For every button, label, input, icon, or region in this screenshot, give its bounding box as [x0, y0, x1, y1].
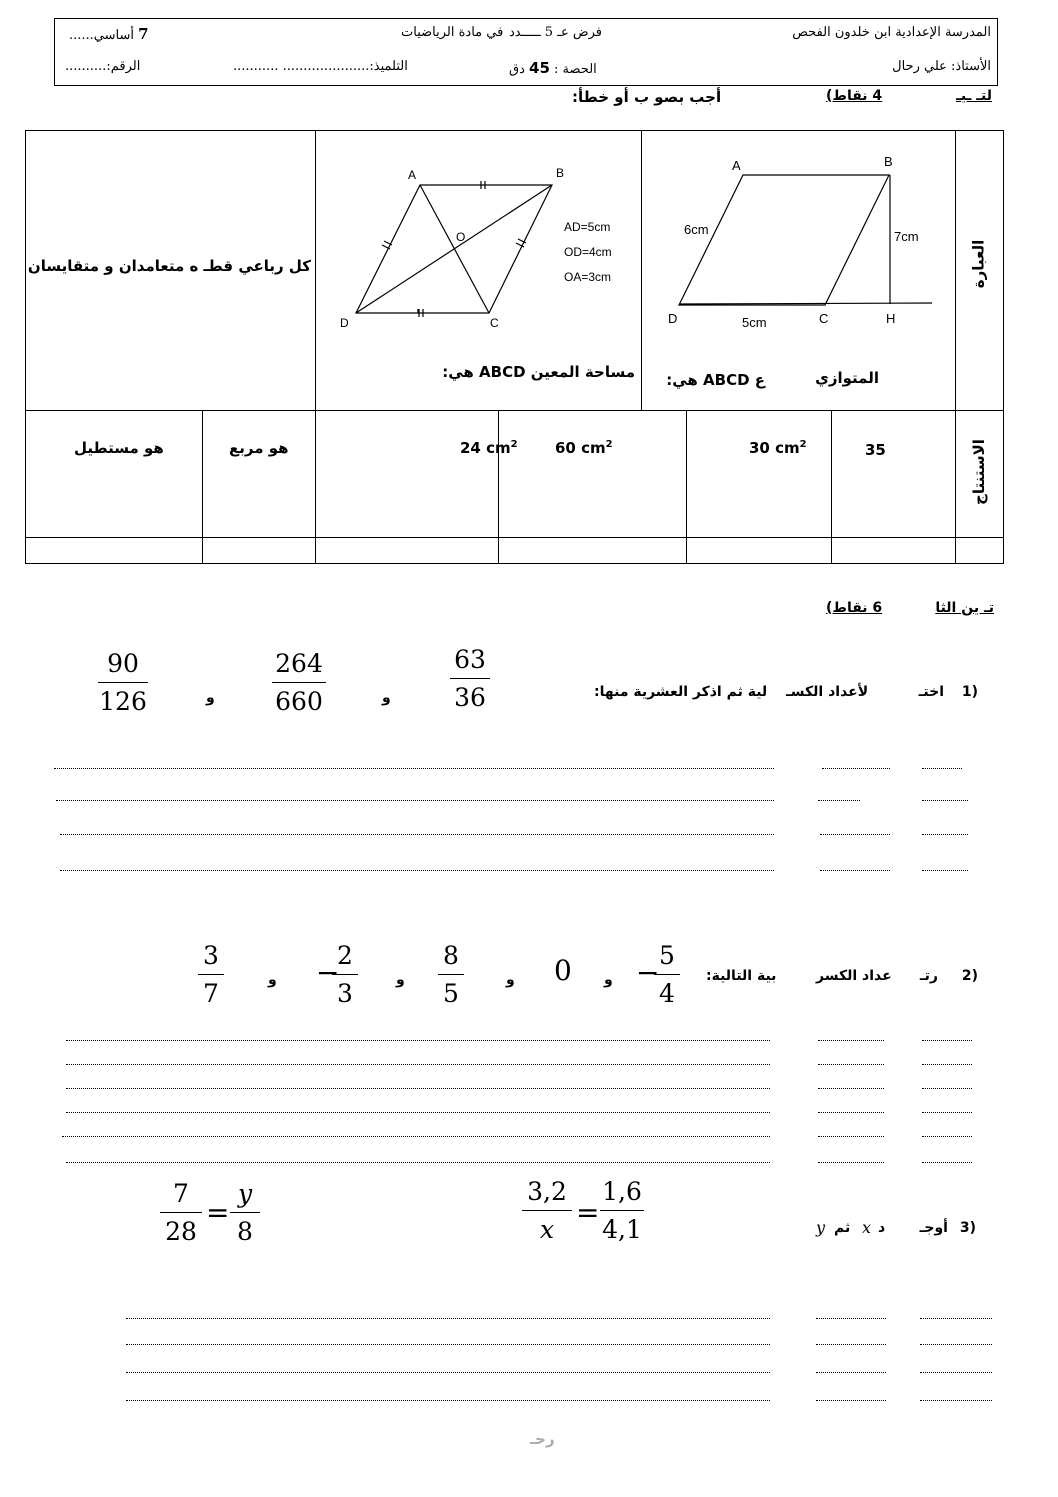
statement-1-cell — [642, 131, 956, 411]
q2-minus-4: − — [316, 956, 340, 989]
q2-word1: رتـ — [919, 968, 938, 984]
teacher-name: الأستاذ: علي رحال — [892, 59, 991, 74]
q2-answer-line-4c[interactable] — [922, 1112, 972, 1113]
q2-answer-line-5c[interactable] — [922, 1136, 972, 1137]
q2-answer-line-4[interactable] — [66, 1112, 770, 1113]
ex1-points: 4 نقاط) — [826, 88, 883, 104]
rhombus-info-oa: OA=3cm — [564, 270, 612, 284]
eq1-equals: = — [576, 1196, 600, 1229]
q2-answer-line-6c[interactable] — [922, 1162, 972, 1163]
q1-answer-line-4c[interactable] — [922, 870, 968, 871]
check-3[interactable] — [499, 538, 687, 564]
q1-answer-line-2c[interactable] — [922, 800, 968, 801]
row-label-statement: العبارة — [969, 239, 988, 289]
answer-4: 24 $cm^2$ — [460, 439, 518, 457]
answer-1: 35 — [865, 441, 886, 459]
exam-subject: في مادة الرياضيات — [401, 25, 504, 40]
check-4[interactable] — [316, 538, 499, 564]
row-label-2-cell — [956, 411, 1004, 538]
q3-word3: ثم — [834, 1220, 851, 1236]
statement-2-cell — [316, 131, 642, 411]
para-len-dc: 5cm — [742, 315, 767, 330]
q1-and-2: و — [206, 690, 215, 706]
statement-3: كل رباعي قطـ ه متعامدان و متقايسان — [27, 257, 311, 275]
q2-word2: عداد الكسر — [816, 968, 892, 984]
ex2-title: تـ ين الثا — [935, 600, 994, 616]
statement-2: مساحة المعين ABCD هي: — [442, 363, 635, 381]
para-len-bh: 7cm — [894, 229, 919, 244]
q3-x: x — [862, 1218, 872, 1237]
q2-answer-line-5b[interactable] — [818, 1136, 884, 1137]
q1-answer-line-2b[interactable] — [818, 800, 860, 801]
q2-answer-line-5[interactable] — [62, 1136, 770, 1137]
grade: 7 أساسي...... — [69, 25, 149, 43]
q1-answer-line-1[interactable] — [54, 768, 774, 769]
student-field[interactable]: التلميذ:..................... ........... — [233, 59, 408, 74]
q1-answer-line-4[interactable] — [60, 870, 774, 871]
rhombus-point-c: C — [490, 316, 499, 330]
q2-and-4: و — [268, 972, 277, 988]
footer-mark: رحـ — [530, 1430, 555, 1448]
q2-answer-line-3b[interactable] — [818, 1088, 884, 1089]
q1-word1: اختـ — [918, 684, 944, 700]
check-5[interactable] — [203, 538, 316, 564]
q3-answer-line-3[interactable] — [126, 1372, 770, 1373]
q3-number: 3) — [959, 1220, 976, 1236]
q2-fraction-3: 8 5 — [438, 940, 464, 1009]
eq2-left: 7 28 — [160, 1178, 202, 1247]
q3-answer-line-4c[interactable] — [920, 1400, 992, 1401]
base-line — [679, 303, 932, 304]
q2-and-3: و — [396, 972, 405, 988]
q1-answer-line-3[interactable] — [60, 834, 774, 835]
q1-answer-line-2[interactable] — [56, 800, 774, 801]
answer-6: هو مستطيل — [74, 439, 164, 457]
answer-2-cell[interactable] — [687, 411, 832, 538]
q2-answer-line-6[interactable] — [66, 1162, 770, 1163]
q3-answer-line-2[interactable] — [126, 1344, 770, 1345]
q2-zero: 0 — [554, 954, 572, 987]
check-6[interactable] — [26, 538, 203, 564]
q2-answer-line-4b[interactable] — [818, 1112, 884, 1113]
q1-word3: لية ثم اذكر العشرية منها: — [594, 684, 768, 700]
parallelogram-shape — [679, 175, 889, 305]
school-name: المدرسة الإعدادية ابن خلدون الفحص — [792, 25, 991, 40]
rhombus-point-d: D — [340, 316, 349, 330]
answer-3-cell[interactable] — [499, 411, 687, 538]
answer-6-cell[interactable] — [26, 411, 203, 538]
q1-and-1: و — [382, 690, 391, 706]
q2-fraction-4: 2 3 — [332, 940, 358, 1009]
q2-answer-line-6b[interactable] — [818, 1162, 884, 1163]
ex1-title: لتـ ـيـ — [956, 88, 992, 104]
para-point-h: H — [886, 311, 896, 326]
ex1-instruction: أجب بصو ب أو خطأ: — [572, 88, 722, 106]
answer-5-cell[interactable] — [203, 411, 316, 538]
exam-title: فرض عـ 5 ـــــدد — [509, 25, 603, 40]
answer-2: 30 $cm^2$ — [749, 439, 807, 457]
para-len-ad: 6cm — [684, 222, 709, 237]
answer-4-cell[interactable] — [316, 411, 518, 538]
answer-1-cell[interactable] — [832, 411, 956, 538]
rhombus-point-o: O — [456, 230, 466, 244]
q3-answer-line-3b[interactable] — [816, 1372, 886, 1373]
q2-and-1: و — [604, 972, 613, 988]
q2-and-2: و — [506, 972, 515, 988]
q3-answer-line-3c[interactable] — [920, 1372, 992, 1373]
q2-answer-line-1[interactable] — [66, 1040, 770, 1041]
eq1-right: 1,6 4,1 — [600, 1176, 644, 1245]
q3-answer-line-2b[interactable] — [816, 1344, 886, 1345]
q2-word3: بية التالية: — [706, 968, 777, 984]
rhombus-info-ad: AD=5cm — [564, 220, 611, 234]
rhombus-point-a: A — [408, 168, 417, 182]
eq2-right: y 8 — [230, 1178, 260, 1247]
q2-answer-line-2b[interactable] — [818, 1064, 884, 1065]
q2-number: 2) — [961, 968, 978, 984]
number-field[interactable]: الرقم:.......... — [65, 59, 141, 74]
check-2[interactable] — [687, 538, 832, 564]
q2-fraction-5: 3 7 — [198, 940, 224, 1009]
q1-fraction-2: 264 660 — [272, 648, 326, 717]
q2-answer-line-1b[interactable] — [818, 1040, 884, 1041]
q3-word2: د — [878, 1220, 886, 1236]
row-label-1-cell — [956, 131, 1004, 411]
statement-1-label2: ع ABCD هي: — [666, 371, 766, 389]
q1-fraction-1: 63 36 — [450, 644, 490, 713]
true-false-table — [25, 130, 1004, 564]
q2-answer-line-1c[interactable] — [922, 1040, 972, 1041]
q3-word1: أوجـ — [919, 1220, 948, 1236]
check-label — [956, 538, 1004, 564]
para-point-c: C — [819, 311, 829, 326]
check-1[interactable] — [832, 538, 956, 564]
answer-3: 60 $cm^2$ — [555, 439, 613, 457]
q3-y: y — [816, 1218, 826, 1237]
q3-answer-line-2c[interactable] — [920, 1344, 992, 1345]
q3-answer-line-4b[interactable] — [816, 1400, 886, 1401]
q3-answer-line-1c[interactable] — [920, 1318, 992, 1319]
q1-answer-line-1c[interactable] — [922, 768, 962, 769]
q2-fraction-1: 5 4 — [654, 940, 680, 1009]
rhombus-point-b: B — [556, 166, 565, 180]
duration: الحصة : 45 دق — [509, 59, 597, 77]
ex2-points: 6 نقاط) — [826, 600, 883, 616]
q3-answer-line-4[interactable] — [126, 1400, 770, 1401]
q2-minus-1: − — [636, 956, 660, 989]
answer-5: هو مربع — [229, 439, 289, 457]
q2-answer-line-3[interactable] — [66, 1088, 770, 1089]
header-box — [54, 18, 998, 86]
q2-answer-line-2[interactable] — [66, 1064, 770, 1065]
q1-answer-line-3b[interactable] — [820, 834, 890, 835]
eq2-equals: = — [206, 1196, 230, 1229]
row-label-conclusion: الاستنتاج — [969, 439, 988, 505]
q2-answer-line-3c[interactable] — [922, 1088, 972, 1089]
q1-word2: لأعداد الكسـ — [786, 684, 869, 700]
eq1-left: 3,2 x — [522, 1176, 572, 1245]
q1-answer-line-1b[interactable] — [822, 768, 890, 769]
para-point-d: D — [668, 311, 678, 326]
diagonal-bd — [356, 185, 552, 313]
q1-number: 1) — [961, 684, 978, 700]
q1-answer-line-4b[interactable] — [820, 870, 890, 871]
q3-answer-line-1b[interactable] — [816, 1318, 886, 1319]
para-point-b: B — [884, 154, 893, 169]
statement-3-cell — [26, 131, 316, 411]
parallelogram-figure — [642, 131, 954, 411]
statement-1-label: المتوازي — [815, 369, 880, 387]
q1-fraction-3: 90 126 — [99, 649, 147, 716]
para-point-a: A — [732, 158, 741, 173]
q3-answer-line-1[interactable] — [126, 1318, 770, 1319]
q1-answer-line-3c[interactable] — [922, 834, 968, 835]
rhombus-info-od: OD=4cm — [564, 245, 612, 259]
q2-answer-line-2c[interactable] — [922, 1064, 972, 1065]
